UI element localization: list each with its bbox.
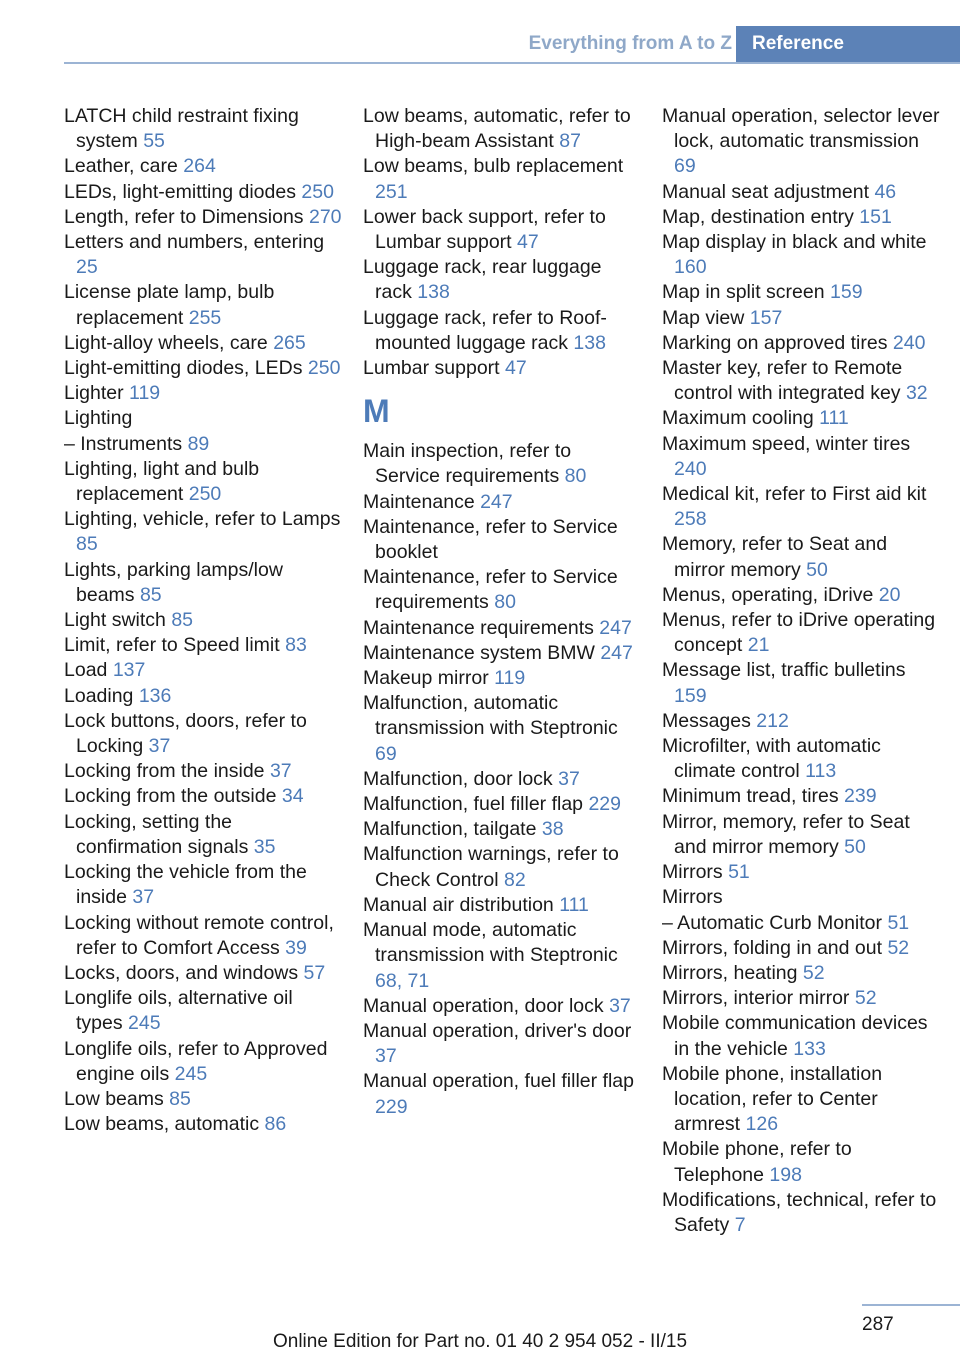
page-reference-link[interactable]: 138 bbox=[417, 281, 450, 304]
index-entry bbox=[662, 331, 940, 356]
entry-text: – Automatic Curb Monitor bbox=[662, 911, 888, 934]
page-reference-link[interactable]: 55 bbox=[143, 130, 165, 153]
index-entry bbox=[662, 810, 940, 860]
page-reference-link[interactable]: 89 bbox=[187, 432, 210, 455]
page-reference-link[interactable]: 245 bbox=[128, 1012, 161, 1035]
index-entry bbox=[662, 658, 940, 708]
entry-text: – Instruments bbox=[64, 432, 188, 455]
entry-text: Manual seat adjustment bbox=[662, 180, 875, 203]
entry-text: LATCH child restraint fixing system bbox=[64, 105, 299, 153]
index-entry bbox=[662, 986, 940, 1011]
page-reference-link[interactable]: 82 bbox=[503, 868, 526, 891]
entry-text: Locks, doors, and windows bbox=[64, 961, 304, 984]
entry-text: Map display in black and white bbox=[662, 231, 927, 254]
page-reference-link[interactable]: 113 bbox=[805, 760, 837, 783]
index-entry bbox=[662, 406, 940, 431]
entry-text: Lumbar support bbox=[363, 357, 505, 380]
entry-text: LEDs, light-emitting diodes bbox=[64, 180, 302, 203]
entry-text: Lighting, vehicle, refer to Lamps bbox=[64, 508, 341, 531]
index-entry bbox=[662, 532, 940, 582]
index-entry bbox=[64, 810, 342, 860]
entry-text: Lights, parking lamps/low beams bbox=[64, 558, 283, 606]
index-entry bbox=[662, 583, 940, 608]
index-entry bbox=[662, 885, 940, 910]
entry-text: Luggage rack, rear luggage rack bbox=[363, 256, 602, 304]
index-entry bbox=[662, 709, 940, 734]
entry-text: Manual operation, selector lever lock, automatic transmission bbox=[662, 105, 940, 153]
index-entry bbox=[64, 280, 342, 330]
page-reference-link[interactable]: 264 bbox=[183, 155, 216, 178]
index-subentry bbox=[64, 432, 342, 457]
page-reference-link[interactable]: 39 bbox=[285, 936, 307, 959]
footer-divider bbox=[862, 1304, 960, 1306]
entry-text: Makeup mirror bbox=[363, 667, 495, 690]
index-entry bbox=[662, 230, 940, 280]
page-reference-link[interactable]: 34 bbox=[281, 785, 304, 808]
entry-text: Length, refer to Dimensions bbox=[64, 205, 309, 228]
entry-text: Master key, refer to Remote control with integrated key bbox=[662, 357, 906, 405]
entry-text: Marking on approved tires bbox=[662, 331, 893, 354]
index-entry bbox=[363, 439, 641, 489]
page-reference-link[interactable]: 37 bbox=[269, 760, 292, 783]
page-reference-link[interactable]: 69 bbox=[375, 742, 397, 765]
entry-text: Maximum cooling bbox=[662, 407, 820, 430]
entry-text: Locking without remote control, refer to Comfort Access bbox=[64, 911, 334, 959]
index-entry bbox=[64, 356, 342, 381]
page-reference-link[interactable]: 159 bbox=[830, 281, 863, 304]
index-entry bbox=[363, 306, 641, 356]
index-entry bbox=[363, 490, 641, 515]
index-entry bbox=[64, 961, 342, 986]
index-entry bbox=[662, 432, 940, 482]
entry-text: Low beams bbox=[64, 1087, 170, 1110]
page-reference-link[interactable]: 83 bbox=[285, 634, 307, 657]
index-column-1 bbox=[64, 104, 342, 1137]
entry-text: Load bbox=[64, 659, 113, 682]
page-reference-link[interactable]: 47 bbox=[505, 357, 527, 380]
entry-text: Maintenance bbox=[363, 490, 481, 513]
entry-text: Lighting, light and bulb replacement bbox=[64, 457, 260, 506]
page-reference-link[interactable]: 160 bbox=[674, 256, 707, 279]
entry-text: Lighter bbox=[64, 382, 130, 405]
index-entry bbox=[662, 734, 940, 784]
entry-text: Longlife oils, refer to Approved engine oils bbox=[64, 1037, 328, 1085]
page-reference-link[interactable]: 138 bbox=[573, 331, 606, 354]
index-entry bbox=[363, 616, 641, 641]
page-reference-link[interactable]: 35 bbox=[253, 835, 276, 858]
page-reference-link[interactable]: 68, 71 bbox=[375, 969, 430, 992]
page-reference-link[interactable]: 21 bbox=[747, 634, 770, 657]
index-entry bbox=[363, 154, 641, 204]
entry-text: Memory, refer to Seat and mirror memory bbox=[662, 533, 888, 581]
entry-text: Lower back support, refer to Lumbar support bbox=[363, 205, 606, 254]
entry-text: Maintenance, refer to Service requirements bbox=[363, 566, 618, 614]
index-entry bbox=[64, 457, 342, 507]
page-reference-link[interactable]: 137 bbox=[112, 659, 146, 682]
entry-text: Lock buttons, doors, refer to Locking bbox=[64, 709, 307, 758]
page-reference-link[interactable]: 80 bbox=[494, 591, 516, 614]
index-entry bbox=[662, 280, 940, 305]
entry-text: Manual operation, fuel filler flap bbox=[363, 1070, 634, 1093]
page-reference-link[interactable]: 198 bbox=[769, 1163, 802, 1186]
entry-text: Main inspection, refer to Service requirements bbox=[363, 440, 572, 488]
entry-text: Locking from the outside bbox=[64, 785, 282, 808]
entry-text: Mirrors, folding in and out bbox=[662, 936, 888, 959]
index-entry bbox=[363, 641, 641, 666]
page-reference-link[interactable]: 38 bbox=[541, 818, 564, 841]
entry-text: Luggage rack, refer to Roof-mounted luggage rack bbox=[363, 306, 607, 354]
index-column-3 bbox=[662, 104, 940, 1238]
index-entry bbox=[64, 1112, 342, 1137]
index-letter-heading: M bbox=[363, 393, 390, 430]
index-entry bbox=[64, 911, 342, 961]
index-entry bbox=[662, 205, 940, 230]
index-entry bbox=[363, 205, 641, 255]
page-reference-link[interactable]: 258 bbox=[674, 508, 707, 531]
page-reference-link[interactable]: 136 bbox=[138, 684, 172, 707]
page-reference-link[interactable]: 50 bbox=[844, 835, 866, 858]
index-entry bbox=[64, 784, 342, 809]
index-entry bbox=[662, 1011, 940, 1061]
page-reference-link[interactable]: 85 bbox=[76, 533, 98, 556]
index-entry bbox=[64, 1087, 342, 1112]
section-title: Everything from A to Z bbox=[528, 33, 732, 54]
entry-text: Malfunction, tailgate bbox=[363, 818, 542, 841]
page-reference-link[interactable]: 119 bbox=[129, 382, 161, 405]
page-reference-link[interactable]: 251 bbox=[375, 180, 408, 203]
index-entry bbox=[64, 154, 342, 179]
page-reference-link[interactable]: 7 bbox=[734, 1213, 746, 1236]
index-entry bbox=[363, 767, 641, 792]
page-reference-link[interactable]: 212 bbox=[756, 709, 789, 732]
entry-text: Light-emitting diodes, LEDs bbox=[64, 357, 308, 380]
page-reference-link[interactable]: 157 bbox=[749, 306, 783, 329]
header-divider bbox=[64, 62, 960, 64]
entry-text: Maintenance, refer to Service booklet bbox=[363, 515, 618, 564]
index-entry bbox=[363, 893, 641, 918]
index-entry bbox=[64, 406, 342, 431]
entry-text: Malfunction, fuel filler flap bbox=[363, 793, 589, 816]
page-reference-link[interactable]: 37 bbox=[132, 886, 155, 909]
index-entry bbox=[363, 1069, 641, 1119]
entry-text: Maximum speed, winter tires bbox=[662, 432, 911, 455]
index-entry bbox=[64, 986, 342, 1036]
entry-text: Mobile phone, installation location, refer to Center armrest bbox=[662, 1062, 883, 1136]
page-reference-link[interactable]: 240 bbox=[674, 457, 707, 480]
entry-text: Low beams, bulb replacement bbox=[363, 155, 624, 178]
page-reference-link[interactable]: 46 bbox=[874, 180, 897, 203]
entry-text: Menus, operating, iDrive bbox=[662, 583, 879, 606]
entry-text: Map view bbox=[662, 306, 750, 329]
page-reference-link[interactable]: 85 bbox=[139, 583, 162, 606]
page-reference-link[interactable]: 111 bbox=[819, 407, 849, 430]
index-entry bbox=[363, 842, 641, 892]
entry-text: Locking the vehicle from the inside bbox=[64, 861, 307, 909]
entry-text: Message list, traffic bulletins bbox=[662, 659, 906, 682]
chapter-tab: Reference bbox=[736, 26, 960, 62]
index-entry bbox=[64, 381, 342, 406]
page-reference-link[interactable]: 245 bbox=[174, 1062, 208, 1085]
page-reference-link[interactable]: 37 bbox=[375, 1045, 397, 1068]
index-entry bbox=[64, 759, 342, 784]
index-entry bbox=[662, 608, 940, 658]
index-entry bbox=[64, 507, 342, 557]
index-entry bbox=[662, 104, 940, 180]
entry-text: Manual operation, door lock bbox=[363, 994, 610, 1017]
index-entry bbox=[363, 356, 641, 381]
page-reference-link[interactable]: 37 bbox=[148, 735, 171, 758]
entry-text: Modifications, technical, refer to Safety bbox=[662, 1188, 937, 1236]
index-entry bbox=[662, 961, 940, 986]
page-reference-link[interactable]: 51 bbox=[728, 861, 750, 884]
index-column-2 bbox=[363, 104, 641, 1120]
page-reference-link[interactable]: 111 bbox=[559, 893, 589, 916]
page-reference-link[interactable]: 87 bbox=[559, 130, 581, 153]
entry-text: Low beams, automatic, refer to High-beam Assistant bbox=[363, 105, 631, 153]
entry-text: Longlife oils, alternative oil types bbox=[64, 987, 293, 1035]
entry-text: Menus, refer to iDrive operating concept bbox=[662, 609, 936, 657]
page-reference-link[interactable]: 52 bbox=[887, 936, 910, 959]
index-entry bbox=[662, 1062, 940, 1138]
page-reference-link[interactable]: 20 bbox=[878, 583, 901, 606]
page-reference-link[interactable]: 250 bbox=[188, 483, 222, 506]
entry-text: Lighting bbox=[64, 407, 133, 430]
page-reference-link[interactable]: 270 bbox=[308, 205, 342, 228]
index-entry bbox=[64, 331, 342, 356]
entry-text: Limit, refer to Speed limit bbox=[64, 634, 286, 657]
entry-text: Leather, care bbox=[64, 155, 184, 178]
index-entry bbox=[363, 691, 641, 767]
entry-text: Mirrors, interior mirror bbox=[662, 987, 855, 1010]
page-reference-link[interactable]: 229 bbox=[375, 1095, 408, 1118]
page-reference-link[interactable]: 52 bbox=[802, 961, 825, 984]
page-reference-link[interactable]: 239 bbox=[844, 785, 877, 808]
entry-text: Low beams, automatic bbox=[64, 1113, 265, 1136]
entry-text: Malfunction, door lock bbox=[363, 767, 559, 790]
edition-line: Online Edition for Part no. 01 40 2 954 052 - II/15 bbox=[272, 1331, 688, 1352]
page-reference-link[interactable]: 52 bbox=[854, 987, 877, 1010]
index-entry bbox=[64, 709, 342, 759]
index-entry bbox=[64, 633, 342, 658]
entry-text: Mobile communication devices in the vehicle bbox=[662, 1012, 928, 1060]
entry-text: Loading bbox=[64, 684, 139, 707]
index-entry bbox=[64, 1037, 342, 1087]
page-reference-link[interactable]: 229 bbox=[588, 793, 621, 816]
index-entry bbox=[363, 918, 641, 994]
index-entry bbox=[363, 792, 641, 817]
page-number: 287 bbox=[862, 1314, 894, 1335]
index-entry bbox=[363, 565, 641, 615]
entry-text: Microfilter, with automatic climate control bbox=[662, 735, 881, 783]
page-reference-link[interactable]: 126 bbox=[745, 1113, 779, 1136]
entry-text: Map in split screen bbox=[662, 281, 830, 304]
page-reference-link[interactable]: 57 bbox=[303, 961, 326, 984]
entry-text: Mirrors, heating bbox=[662, 961, 803, 984]
entry-text: Malfunction warnings, refer to Check Control bbox=[363, 843, 619, 891]
index-entry bbox=[64, 205, 342, 230]
index-entry bbox=[363, 104, 641, 154]
page-reference-link[interactable]: 247 bbox=[480, 490, 513, 513]
page-reference-link[interactable]: 32 bbox=[905, 382, 928, 405]
entry-text: Malfunction, automatic transmission with Steptronic bbox=[363, 692, 618, 740]
entry-text: Locking from the inside bbox=[64, 760, 270, 783]
entry-text: Maintenance system BMW bbox=[363, 641, 601, 664]
page-reference-link[interactable]: 250 bbox=[307, 357, 341, 380]
index-entry bbox=[363, 515, 641, 565]
page-reference-link[interactable]: 69 bbox=[674, 155, 696, 178]
index-entry bbox=[363, 666, 641, 691]
index-entry bbox=[64, 230, 342, 280]
index-entry bbox=[64, 608, 342, 633]
page-reference-link[interactable]: 37 bbox=[558, 767, 580, 790]
index-entry bbox=[363, 994, 641, 1019]
index-entry bbox=[662, 860, 940, 885]
index-entry bbox=[363, 255, 641, 305]
page-reference-link[interactable]: 47 bbox=[517, 231, 539, 254]
index-entry bbox=[662, 356, 940, 406]
page-reference-link[interactable]: 265 bbox=[273, 331, 306, 354]
page-reference-link[interactable]: 50 bbox=[806, 558, 828, 581]
index-entry bbox=[64, 558, 342, 608]
page-reference-link[interactable]: 240 bbox=[892, 331, 926, 354]
entry-text: Locking, setting the confirmation signals bbox=[64, 810, 254, 858]
page-reference-link[interactable]: 159 bbox=[674, 684, 707, 707]
page-reference-link[interactable]: 86 bbox=[264, 1113, 287, 1136]
entry-text: Messages bbox=[662, 709, 757, 732]
entry-text: Manual mode, automatic transmission with Steptronic bbox=[363, 919, 618, 967]
entry-text: Mirror, memory, refer to Seat and mirror memory bbox=[662, 810, 910, 858]
entry-text: Mirrors bbox=[662, 886, 723, 909]
index-entry bbox=[662, 180, 940, 205]
entry-text: License plate lamp, bulb replacement bbox=[64, 281, 275, 329]
index-entry bbox=[64, 104, 342, 154]
page-reference-link[interactable]: 247 bbox=[600, 641, 633, 664]
index-entry bbox=[363, 1019, 641, 1069]
index-entry bbox=[662, 784, 940, 809]
page-reference-link[interactable]: 250 bbox=[301, 180, 334, 203]
index-entry bbox=[363, 817, 641, 842]
index-entry bbox=[64, 180, 342, 205]
index-entry bbox=[64, 658, 342, 683]
page-reference-link[interactable]: 151 bbox=[859, 205, 892, 228]
page-reference-link[interactable]: 85 bbox=[171, 609, 194, 632]
page-reference-link[interactable]: 25 bbox=[76, 256, 98, 279]
page-reference-link[interactable]: 133 bbox=[793, 1037, 826, 1060]
entry-text: Medical kit, refer to First aid kit bbox=[662, 483, 927, 506]
page-reference-link[interactable]: 247 bbox=[599, 616, 632, 639]
index-subentry bbox=[662, 911, 940, 936]
page-reference-link[interactable]: 255 bbox=[188, 306, 222, 329]
index-entry bbox=[662, 482, 940, 532]
index-entry bbox=[662, 936, 940, 961]
index-entry bbox=[64, 860, 342, 910]
index-entry bbox=[662, 306, 940, 331]
entry-text: Mobile phone, refer to Telephone bbox=[662, 1138, 852, 1186]
entry-text: Minimum tread, tires bbox=[662, 785, 845, 808]
entry-text: Manual operation, driver's door bbox=[363, 1019, 632, 1042]
entry-text: Maintenance requirements bbox=[363, 616, 600, 639]
index-entry bbox=[662, 1188, 940, 1238]
entry-text: Letters and numbers, entering bbox=[64, 231, 325, 254]
entry-text: Light switch bbox=[64, 609, 172, 632]
page-reference-link[interactable]: 37 bbox=[609, 994, 631, 1017]
index-entry bbox=[662, 1137, 940, 1187]
index-entry bbox=[64, 684, 342, 709]
entry-text: Manual air distribution bbox=[363, 893, 560, 916]
entry-text: Light-alloy wheels, care bbox=[64, 331, 274, 354]
page-reference-link[interactable]: 51 bbox=[887, 911, 910, 934]
page-reference-link[interactable]: 80 bbox=[564, 465, 587, 488]
entry-text: Map, destination entry bbox=[662, 205, 860, 228]
entry-text: Mirrors bbox=[662, 861, 729, 884]
page-reference-link[interactable]: 85 bbox=[169, 1087, 191, 1110]
page-reference-link[interactable]: 119 bbox=[494, 667, 526, 690]
